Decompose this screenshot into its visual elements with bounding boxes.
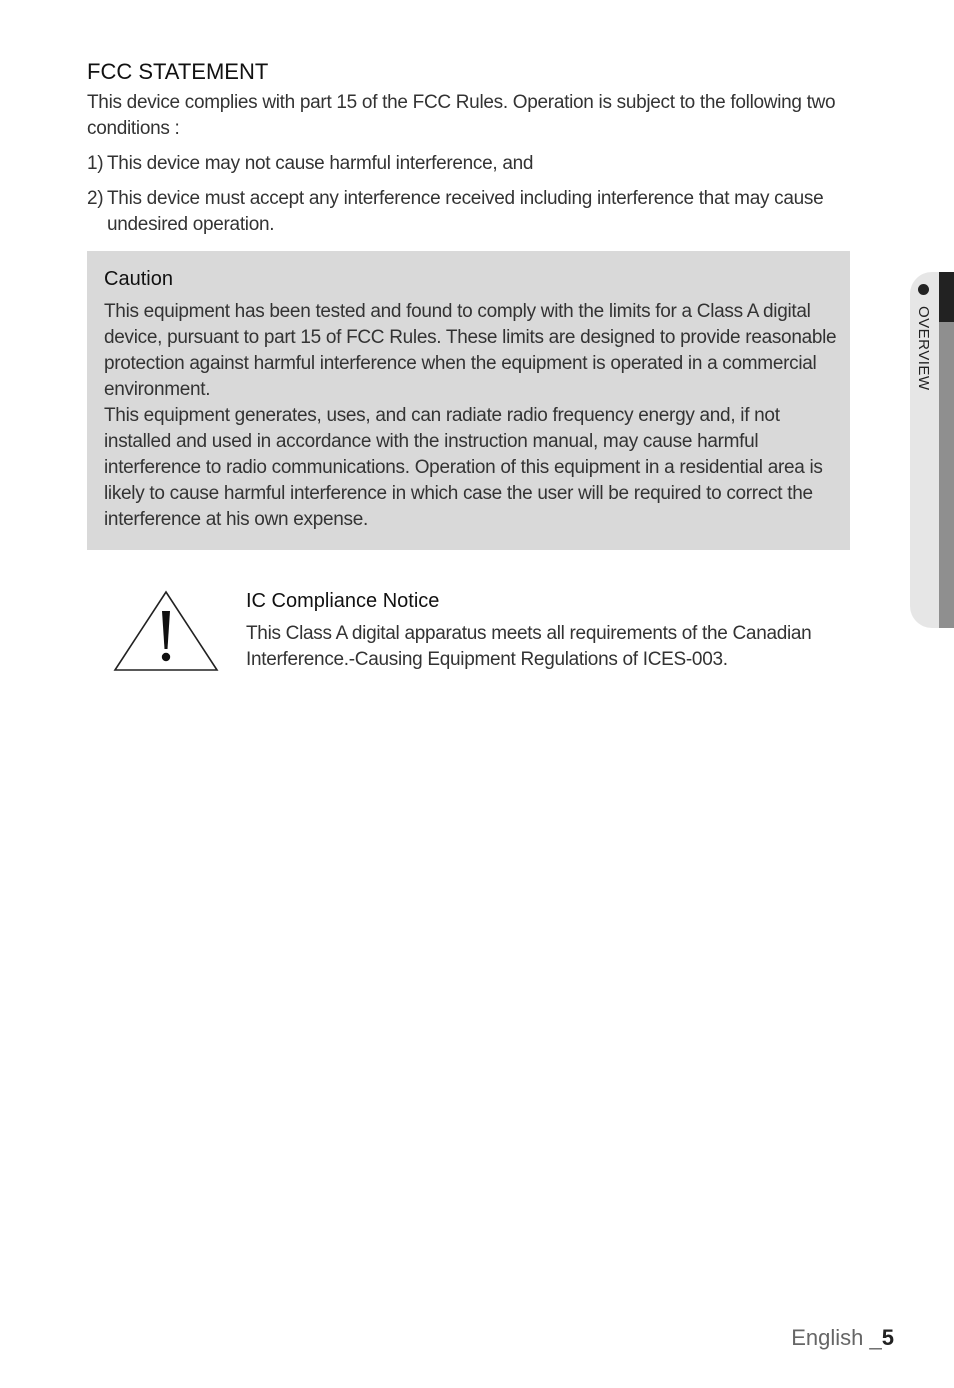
condition-number: 1) (87, 153, 104, 174)
side-tab-active-marker (939, 272, 954, 322)
side-tab-strip (939, 322, 954, 628)
notice-text: This Class A digital apparatus meets all requirements of the Canadian Interference.-Causing Equipment Regulations of ICES-003. (246, 623, 812, 670)
bullet-icon (918, 284, 929, 295)
side-tab-label: OVERVIEW (915, 306, 932, 391)
notice-title: IC Compliance Notice (246, 590, 440, 612)
fcc-section (87, 58, 867, 238)
page-footer (791, 1324, 894, 1352)
footer-language: English _ (791, 1325, 882, 1350)
condition-item (87, 151, 867, 177)
caution-title: Caution (104, 268, 173, 290)
condition-text: This device must accept any interference received including interference that may cause undesired operation. (107, 188, 824, 235)
condition-number: 2) (87, 188, 104, 209)
caution-box (87, 251, 850, 550)
notice-body (246, 587, 846, 673)
caution-paragraph: This equipment generates, uses, and can radiate radio frequency energy and, if not installed and used in accordance with the instruction manual, may cause harmful interference to radio communications. Operation of this equipment in a residential area is likely to cause harmful interference in which case the user will be required to correct the interference at his own expense. (104, 405, 823, 530)
fcc-heading: FCC STATEMENT (87, 59, 269, 84)
condition-item (87, 186, 867, 238)
warning-triangle-icon (112, 589, 220, 673)
condition-text: This device may not cause harmful interference, and (107, 153, 534, 174)
page-number: 5 (881, 1325, 894, 1350)
fcc-intro: This device complies with part 15 of the FCC Rules. Operation is subject to the following two conditions : (87, 92, 836, 139)
caution-paragraph: This equipment has been tested and found to comply with the limits for a Class A digital device, pursuant to part 15 of FCC Rules. These limits are designed to provide reasonable protection against harmful interference when the equipment is operated in a commercial environment. (104, 301, 837, 400)
